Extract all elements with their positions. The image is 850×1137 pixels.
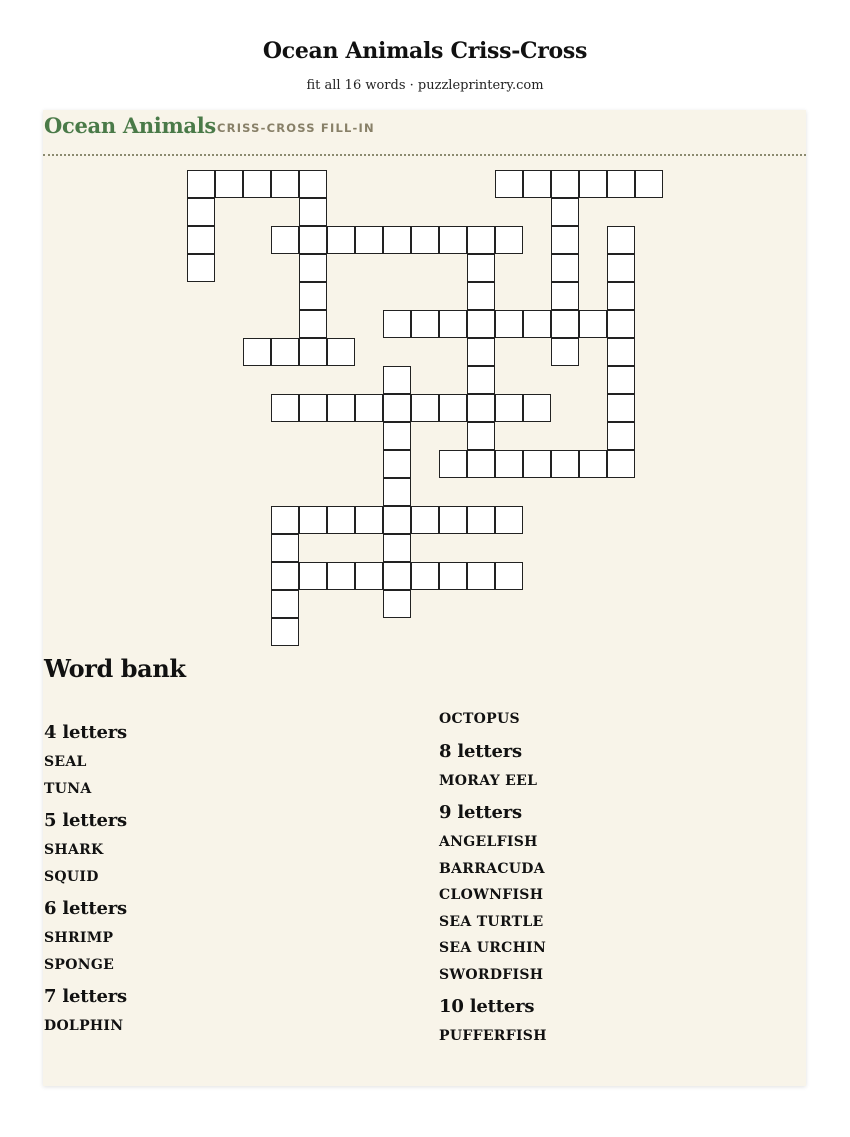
grid-cell[interactable]	[607, 310, 635, 338]
grid-cell[interactable]	[551, 338, 579, 366]
grid-cell[interactable]	[495, 170, 523, 198]
grid-cell[interactable]	[439, 226, 467, 254]
grid-cell[interactable]	[467, 506, 495, 534]
grid-cell[interactable]	[383, 310, 411, 338]
grid-cell[interactable]	[467, 282, 495, 310]
word-group-heading: 4 letters	[44, 722, 127, 743]
grid-cell[interactable]	[467, 226, 495, 254]
grid-cell[interactable]	[271, 226, 299, 254]
grid-cell[interactable]	[383, 366, 411, 394]
brand-title: Ocean Animals	[44, 113, 216, 138]
grid-cell[interactable]	[271, 562, 299, 590]
grid-cell[interactable]	[299, 310, 327, 338]
grid-cell[interactable]	[579, 170, 607, 198]
grid-cell[interactable]	[299, 198, 327, 226]
word-group	[44, 722, 374, 806]
grid-cell[interactable]	[383, 534, 411, 562]
word-group	[439, 996, 769, 1054]
grid-cell[interactable]	[271, 338, 299, 366]
grid-cell[interactable]	[495, 310, 523, 338]
grid-cell[interactable]	[439, 562, 467, 590]
grid-cell[interactable]	[187, 254, 215, 282]
grid-cell[interactable]	[551, 450, 579, 478]
puzzle-type-label: CRISS-CROSS FILL-IN	[217, 121, 375, 135]
grid-cell[interactable]	[607, 394, 635, 422]
grid-cell[interactable]	[411, 394, 439, 422]
grid-cell[interactable]	[607, 450, 635, 478]
grid-cell[interactable]	[495, 450, 523, 478]
grid-cell[interactable]	[467, 338, 495, 366]
grid-cell[interactable]	[299, 562, 327, 590]
grid-cell[interactable]	[327, 338, 355, 366]
grid-cell[interactable]	[383, 422, 411, 450]
grid-cell[interactable]	[271, 590, 299, 618]
grid-cell[interactable]	[439, 310, 467, 338]
grid-cell[interactable]	[551, 310, 579, 338]
grid-cell[interactable]	[299, 170, 327, 198]
grid-cell[interactable]	[607, 226, 635, 254]
grid-cell[interactable]	[327, 394, 355, 422]
grid-cell[interactable]	[551, 226, 579, 254]
word-bank-left-column	[44, 722, 374, 1048]
word-bank-right-column	[439, 710, 769, 1058]
grid-cell[interactable]	[467, 422, 495, 450]
word-item: SEA URCHIN	[439, 940, 547, 956]
word-group	[44, 898, 374, 982]
word-group	[44, 810, 374, 894]
word-bank-title: Word bank	[44, 654, 186, 683]
word-item: SWORDFISH	[439, 966, 544, 983]
word-group-heading: 7 letters	[44, 986, 127, 1007]
grid-cell[interactable]	[467, 450, 495, 478]
grid-cell[interactable]	[271, 394, 299, 422]
grid-cell[interactable]	[607, 422, 635, 450]
grid-cell[interactable]	[271, 506, 299, 534]
grid-cell[interactable]	[383, 562, 411, 590]
word-item: SHRIMP	[44, 930, 114, 946]
grid-cell[interactable]	[299, 338, 327, 366]
grid-cell[interactable]	[523, 394, 551, 422]
grid-cell[interactable]	[299, 506, 327, 534]
grid-cell[interactable]	[383, 590, 411, 618]
grid-cell[interactable]	[495, 562, 523, 590]
grid-cell[interactable]	[187, 170, 215, 198]
grid-cell[interactable]	[355, 562, 383, 590]
grid-cell[interactable]	[271, 170, 299, 198]
word-group-continued	[439, 710, 769, 737]
word-item: BARRACUDA	[439, 860, 545, 877]
grid-cell[interactable]	[411, 226, 439, 254]
grid-cell[interactable]	[411, 506, 439, 534]
grid-cell[interactable]	[579, 450, 607, 478]
grid-cell[interactable]	[607, 170, 635, 198]
grid-cell[interactable]	[635, 170, 663, 198]
word-item: CLOWNFISH	[439, 887, 544, 903]
grid-cell[interactable]	[523, 310, 551, 338]
word-item: SPONGE	[44, 956, 115, 973]
grid-cell[interactable]	[607, 366, 635, 394]
puzzle-card	[43, 110, 806, 1086]
grid-cell[interactable]	[327, 562, 355, 590]
word-item: SEA TURTLE	[439, 913, 544, 930]
word-item: DOLPHIN	[44, 1018, 124, 1034]
grid-cell[interactable]	[607, 338, 635, 366]
word-group-heading: 10 letters	[439, 996, 535, 1017]
grid-cell[interactable]	[271, 618, 299, 646]
word-group-heading: 6 letters	[44, 898, 127, 919]
grid-cell[interactable]	[551, 254, 579, 282]
grid-cell[interactable]	[551, 198, 579, 226]
grid-cell[interactable]	[495, 226, 523, 254]
grid-cell[interactable]	[243, 338, 271, 366]
grid-cell[interactable]	[355, 506, 383, 534]
grid-cell[interactable]	[355, 394, 383, 422]
word-item: SQUID	[44, 868, 99, 885]
word-item: PUFFERFISH	[439, 1028, 547, 1044]
page-title: Ocean Animals Criss-Cross	[262, 38, 588, 64]
page-subtitle: fit all 16 words · puzzleprintery.com	[306, 78, 544, 93]
grid-cell[interactable]	[383, 506, 411, 534]
grid-cell[interactable]	[383, 478, 411, 506]
word-item: SHARK	[44, 842, 104, 858]
grid-cell[interactable]	[299, 282, 327, 310]
grid-cell[interactable]	[467, 366, 495, 394]
grid-cell[interactable]	[439, 394, 467, 422]
grid-cell[interactable]	[299, 254, 327, 282]
grid-cell[interactable]	[551, 282, 579, 310]
grid-cell[interactable]	[495, 394, 523, 422]
word-item: OCTOPUS	[439, 711, 520, 727]
grid-cell[interactable]	[523, 450, 551, 478]
grid-cell[interactable]	[187, 226, 215, 254]
grid-cell[interactable]	[187, 198, 215, 226]
grid-cell[interactable]	[523, 170, 551, 198]
grid-cell[interactable]	[607, 282, 635, 310]
word-group	[439, 802, 769, 992]
grid-cell[interactable]	[579, 310, 607, 338]
grid-cell[interactable]	[467, 394, 495, 422]
card-header	[43, 110, 806, 156]
word-item: ANGELFISH	[439, 834, 538, 850]
grid-cell[interactable]	[439, 506, 467, 534]
word-group	[439, 741, 769, 799]
grid-cell[interactable]	[551, 170, 579, 198]
grid-cell[interactable]	[327, 226, 355, 254]
grid-cell[interactable]	[467, 310, 495, 338]
grid-cell[interactable]	[383, 450, 411, 478]
grid-cell[interactable]	[299, 226, 327, 254]
grid-cell[interactable]	[467, 562, 495, 590]
grid-cell[interactable]	[215, 170, 243, 198]
grid-cell[interactable]	[607, 254, 635, 282]
word-item: MORAY EEL	[439, 772, 538, 789]
word-group-heading: 9 letters	[439, 802, 522, 823]
grid-cell[interactable]	[439, 450, 467, 478]
word-item: TUNA	[44, 780, 92, 797]
grid-cell[interactable]	[243, 170, 271, 198]
word-group-heading: 8 letters	[439, 740, 522, 762]
grid-cell[interactable]	[411, 310, 439, 338]
word-group-heading: 5 letters	[44, 810, 127, 831]
grid-cell[interactable]	[355, 226, 383, 254]
grid-cell[interactable]	[495, 506, 523, 534]
grid-cell[interactable]	[271, 534, 299, 562]
grid-cell[interactable]	[467, 254, 495, 282]
grid-cell[interactable]	[327, 506, 355, 534]
grid-cell[interactable]	[411, 562, 439, 590]
grid-cell[interactable]	[299, 394, 327, 422]
word-item: SEAL	[44, 754, 87, 770]
word-group	[44, 986, 374, 1044]
grid-cell[interactable]	[383, 226, 411, 254]
grid-cell[interactable]	[383, 394, 411, 422]
